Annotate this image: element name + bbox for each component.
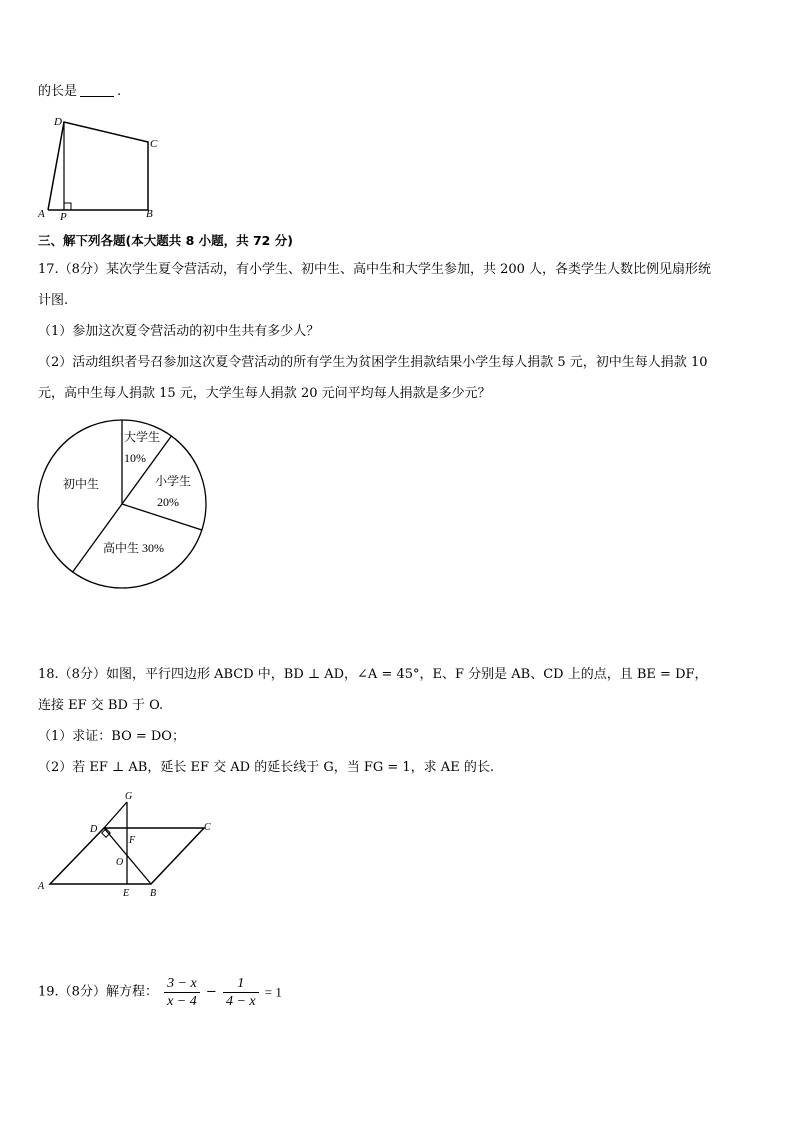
label-D: D (54, 116, 62, 128)
fraction-2-denominator: 4 − x (225, 994, 256, 1009)
intro-suffix: . (117, 84, 122, 99)
intro-line (38, 83, 121, 101)
q17-part2-line1: （2）活动组织者号召参加这次夏令营活动的所有学生为贫困学生捐款结果小学生每人捐款 5 元，初中生每人捐款 10 (38, 355, 708, 370)
label-P: P (60, 211, 67, 223)
answer-blank (80, 84, 114, 97)
figure-quadrilateral (30, 110, 170, 225)
pie-chart (35, 418, 215, 593)
label-E: E (123, 888, 130, 899)
q19-prefix: 19.（8分）解方程： (38, 984, 158, 1000)
fraction-2-numerator: 1 (223, 975, 259, 993)
intro-prefix: 的长是 (38, 84, 78, 99)
slice-boundary-chuzhongsheng (73, 504, 122, 572)
slice-value-daxuesheng: 10% (124, 451, 146, 465)
equation-rhs: = 1 (264, 984, 282, 1000)
label-B: B (150, 888, 157, 899)
q17-part1: （1）参加这次夏令营活动的初中生共有多少人？ (38, 324, 320, 339)
label-C: C (150, 138, 158, 150)
q19-line (38, 975, 282, 1010)
slice-label-chuzhongsheng: 初中生 (63, 477, 100, 491)
slice-label-gaozhongsheng: 高中生 30% (103, 541, 164, 555)
slice-label-xiaoxuesheng: 小学生 (155, 474, 192, 488)
slice-value-xiaoxuesheng: 20% (157, 495, 179, 509)
slice-boundary-xiaoxuesheng (122, 436, 171, 504)
label-O: O (116, 857, 124, 868)
q17-part2-line2: 元，高中生每人捐款 15 元，大学生每人捐款 20 元问平均每人捐款是多少元？ (38, 386, 491, 401)
label-A: A (38, 208, 45, 220)
minus-sign: − (205, 984, 217, 1000)
q18-part2: （2）若 EF ⊥ AB，延长 EF 交 AD 的延长线于 G，当 FG = 1，求 AE 的长. (38, 760, 494, 775)
slice-label-daxuesheng: 大学生 (124, 430, 161, 444)
q17-stem-line1: 17.（8分）某次学生夏令营活动，有小学生、初中生、高中生和大学生参加，共 200 人，各类学生人数比例见扇形统 (38, 262, 712, 277)
label-C: C (204, 822, 211, 833)
label-B: B (146, 208, 153, 220)
q17-stem-line2: 计图. (38, 293, 69, 308)
q18-line2: 连接 EF 交 BD 于 O. (38, 698, 164, 713)
label-D: D (90, 824, 98, 835)
label-A: A (38, 881, 45, 892)
fraction-1-denominator: x − 4 (167, 994, 197, 1009)
label-G: G (125, 791, 133, 802)
figure-parallelogram (30, 790, 230, 905)
q18-part1: （1）求证：BO = DO； (38, 729, 185, 744)
label-F: F (129, 835, 136, 846)
fraction-1 (164, 975, 200, 1010)
fraction-1-numerator: 3 − x (164, 975, 200, 993)
q18-line1: 18.（8分）如图，平行四边形 ABCD 中，BD ⊥ AD，∠A = 45°，E、F 分别是 AB、CD 上的点，且 BE = DF， (38, 667, 708, 682)
fraction-2 (223, 975, 259, 1010)
section-header: 三、解下列各题(本大题共 8 小题，共 72 分) (38, 233, 293, 248)
